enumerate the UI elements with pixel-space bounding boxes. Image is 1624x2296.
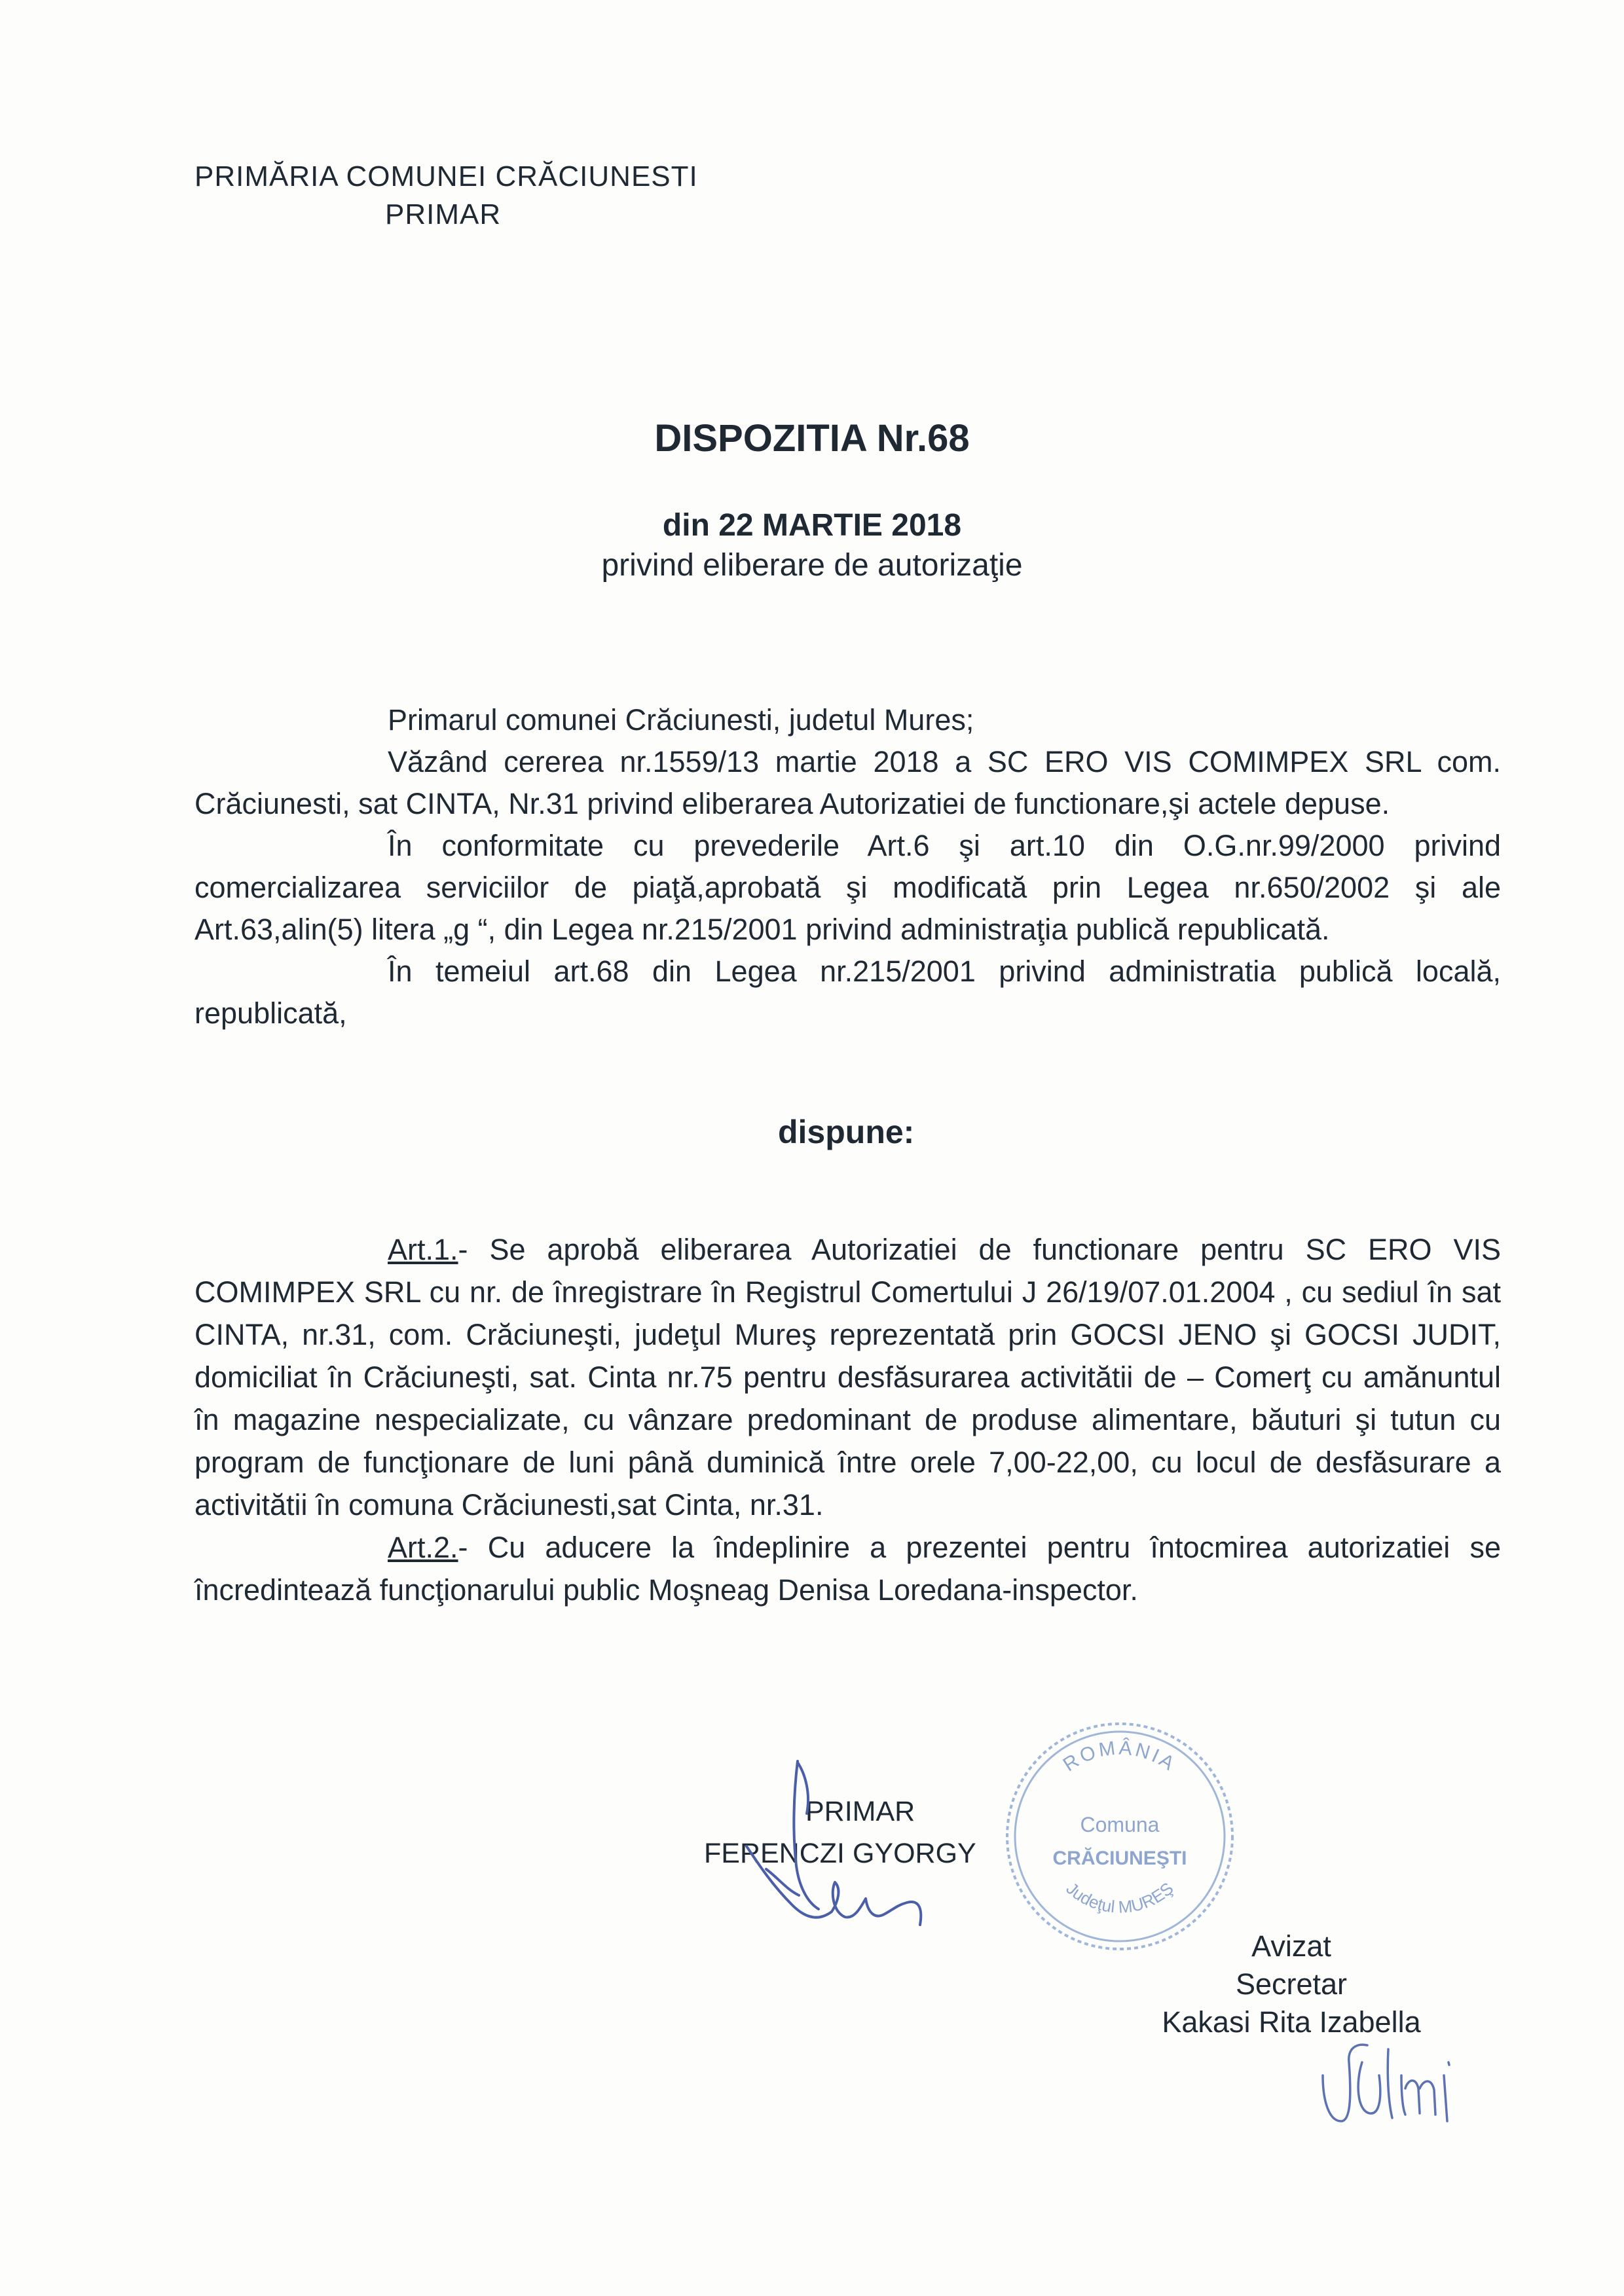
institution-header: PRIMĂRIA COMUNEI CRĂCIUNESTI [194,160,698,192]
document-subject: privind eliberare de autorizaţie [601,548,1023,583]
document-date: din 22 MARTIE 2018 [662,508,962,543]
avizat-label: Avizat [1251,1929,1331,1963]
secretary-name: Kakasi Rita Izabella [1162,2005,1421,2039]
preamble-paragraph: În conformitate cu prevederile Art.6 şi art.10 din O.G.nr.99/2000 privind comercializarea serviciilor de piaţă,aprobată şi modificată prin Legea nr.650/2002 şi ale Art.63,alin(5) litera „g “, din Legea nr.215/2001 privind administraţia publică republicată. [194,829,1501,946]
preamble-paragraph: Primarul comunei Crăciunesti, judetul Mures; [388,703,974,737]
article-text: - Se aprobă eliberarea Autorizatiei de functionare pentru SC ERO VIS COMIMPEX SRL cu nr. de înregistrare în Registrul Comertului J 26/19/07.01.2004 , cu sediul în sat CINTA, nr.31, com. Crăciuneşti, judeţul Mureş reprezentată prin GOCSI JENO şi GOCSI JUDIT, domiciliat în Crăciuneşti, sat. Cinta nr.75 pentru desfăsurarea activitătii de – Comerţ cu amănuntul în magazine nespecializate, cu vânzare predominant de produse alimentare, băuturi şi tutun cu program de funcţionare de luni până duminică între orele 7,00-22,00, cu locul de desfăsurare a activitătii în comuna Crăciunesti,sat Cinta, nr.31. [194,1233,1501,1522]
article-1 [194,1228,1501,1526]
document-title: DISPOZITIA Nr.68 [654,417,970,460]
article-label: Art.2. [388,1531,458,1564]
dispune-heading: dispune: [778,1114,915,1150]
stamp-name: CRĂCIUNEŞTI [1052,1848,1187,1869]
stamp-country: ROMÂNIA [1059,1737,1181,1776]
mayor-signature [720,1755,930,1951]
article-label: Art.1. [388,1233,458,1266]
mayor-title: PRIMAR [805,1796,915,1827]
office-header: PRIMAR [385,198,502,230]
secretary-signature [1310,2036,1467,2134]
articles [194,1228,1501,1611]
secretary-title: Secretar [1235,1967,1348,2001]
preamble [194,699,1501,1034]
preamble-paragraph: În temeiul art.68 din Legea nr.215/2001 privind administratia publică locală, republicată, [194,955,1501,1030]
official-stamp [999,1715,1241,1958]
secretary-block [1147,1927,1435,2041]
article-text: - Cu aducere la îndeplinire a prezentei pentru întocmirea autorizatiei se încredintează funcţionarului public Moşneag Denisa Loredana-inspector. [194,1531,1501,1607]
stamp-county: Judeţul MUREŞ [1062,1878,1177,1918]
preamble-paragraph: Văzând cererea nr.1559/13 martie 2018 a SC ERO VIS COMIMPEX SRL com. Crăciunesti, sat CINTA, Nr.31 privind eliberarea Autorizatiei de functionare,şi actele depuse. [194,745,1501,820]
mayor-name: FERENCZI GYORGY [704,1838,976,1869]
stamp-unit: Comuna [1080,1813,1160,1836]
article-2 [194,1526,1501,1611]
